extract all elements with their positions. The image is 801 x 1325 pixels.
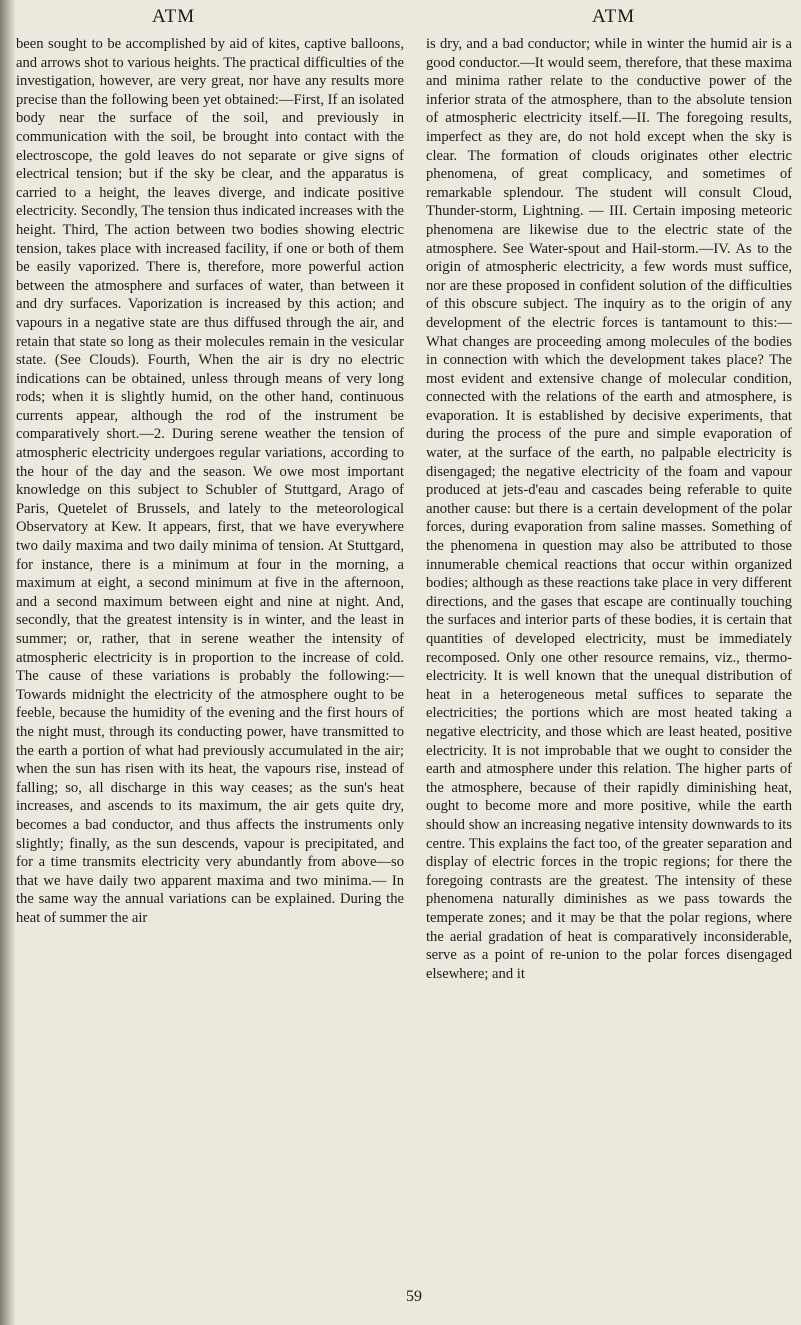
running-head-right: ATM	[592, 6, 636, 27]
running-head-left: ATM	[152, 6, 196, 27]
page-header	[14, 6, 801, 30]
left-column-text: been sought to be accomplished by aid of kites, captive balloons, and arrows shot to various heights. The practical difficulties of the investigation, however, are very great, nor have any results more precise than the following been yet obtained:—First, If an isolated body near the surface of the soil, and previously in communication with the soil, be brought into contact with the electroscope, the gold leaves do not separate or give signs of electrical tension; but if the sky be clear, and the apparatus is carried to a height, the leaves diverge, and indicate positive electricity. Secondly, The tension thus indicated increases with the height. Third, The action between two bodies showing electric tension, takes place with increased facility, if one or both of them be easily vaporized. There is, therefore, more powerful action between the atmosphere and surfaces of water, than between it and dry surfaces. Vaporization is increased by this action; and vapours in a negative state are thus diffused through the air, and retain that state so long as their molecules remain in the vesicular state. (See Clouds). Fourth, When the air is dry no electric indications can be obtained, unless through means of very long rods; when it is slightly humid, on the other hand, continuous currents appear, although the rod of the instrument be comparatively short.—2. During serene weather the tension of atmospheric electricity undergoes regular variations, according to the hour of the day and the season. We owe most important knowledge on this subject to Schubler of Stuttgard, Arago of Paris, Quetelet of Brussels, and lately to the meteorological Observatory at Kew. It appears, first, that we have everywhere two daily maxima and two daily minima of tension. At Stuttgard, for instance, there is a minimum at four in the morning, a maximum at eight, a second minimum at five in the afternoon, and a second maximum between eight and nine at night. And, secondly, that the greatest intensity is in winter, and the least in summer; or, rather, that in serene weather the intensity of atmospheric electricity is in proportion to the increase of cold. The cause of these variations is probably the following:—Towards midnight the electricity of the atmosphere ought to be feeble, because the humidity of the evening and the first hours of the night must, through its conducting power, have transmitted to the earth a portion of what had previously accumulated in the air; when the sun has risen with its heat, the vapours rise, instead of falling; so, all discharge in this way ceases; as the sun's heat increases, and ascends to its maximum, the air gets quite dry, becomes a bad conductor, and thus affects the instruments only slightly; finally, as the sun descends, vapour is precipitated, and for a time transmits electricity very abundantly from above—so that we have daily two apparent maxima and two minima.— In the same way the annual variations can be explained. During the heat of summer the air	[16, 36, 404, 926]
left-column	[16, 35, 404, 928]
page-number: 59	[406, 1288, 422, 1305]
book-page	[14, 0, 801, 1325]
right-column	[426, 35, 792, 983]
right-column-text: is dry, and a bad conductor; while in winter the humid air is a good conductor.—It would seem, therefore, that these maxima and minima rather relate to the conductive power of the inferior strata of the atmosphere, than to the absolute tension of atmospheric electricity itself.—II. The foregoing results, imperfect as they are, do not hold except when the sky is clear. The formation of clouds originates other electric phenomena, of great complicacy, and sometimes of remarkable splendour. The student will consult Cloud, Thunder-storm, Lightning. — III. Certain imposing meteoric phenomena are likewise due to the electric state of the atmosphere. See Water-spout and Hail-storm.—IV. As to the origin of atmospheric electricity, a few words must suffice, nor are these proposed in confident solution of the difficulties of this obscure subject. The inquiry as to the origin of any development of the electric forces is tantamount to this:—What changes are proceeding among molecules of the bodies in connection with which the development takes place? The most evident and extensive change of molecular condition, connected with the relations of the earth and atmosphere, is evaporation. It is established by decisive experiments, that during the process of the pure and simple evaporation of water, at the surface of the earth, no palpable electricity is disengaged; the negative electricity of the foam and vapour produced at jets-d'eau and cascades being referable to quite another cause: but there is a certain development of the polar forces, during evaporation from saline masses. Something of the phenomena in question may also be attributed to those innumerable chemical reactions that occur within organized bodies; although as these reactions take place in very different directions, and the gases that escape are continually touching the surfaces and interior parts of these bodies, it is certain that quantities of developed electricity, must be immediately recomposed. Only one other resource remains, viz., thermo-electricity. It is well known that the unequal distribution of heat in a heterogeneous metal suffices to separate the electricities; the portions which are most heated taking a negative electricity, and those which are least heated, positive electricity. It is not improbable that we ought to consider the earth and atmosphere under this relation. The higher parts of the atmosphere, because of their rapidly diminishing heat, ought to become more and more positive, while the earth should show an increasing negative intensity downwards to its centre. This explains the fact too, of the greater separation and display of electric forces in the tropic regions; for there the foregoing contrasts are the greatest. The intensity of these phenomena naturally diminishes as we pass towards the temperate zones; and it may be that the polar regions, where the aerial gradation of heat is comparatively inconsiderable, serve as a point of re-union to the polar forces disengaged elsewhere; and it	[426, 36, 792, 982]
